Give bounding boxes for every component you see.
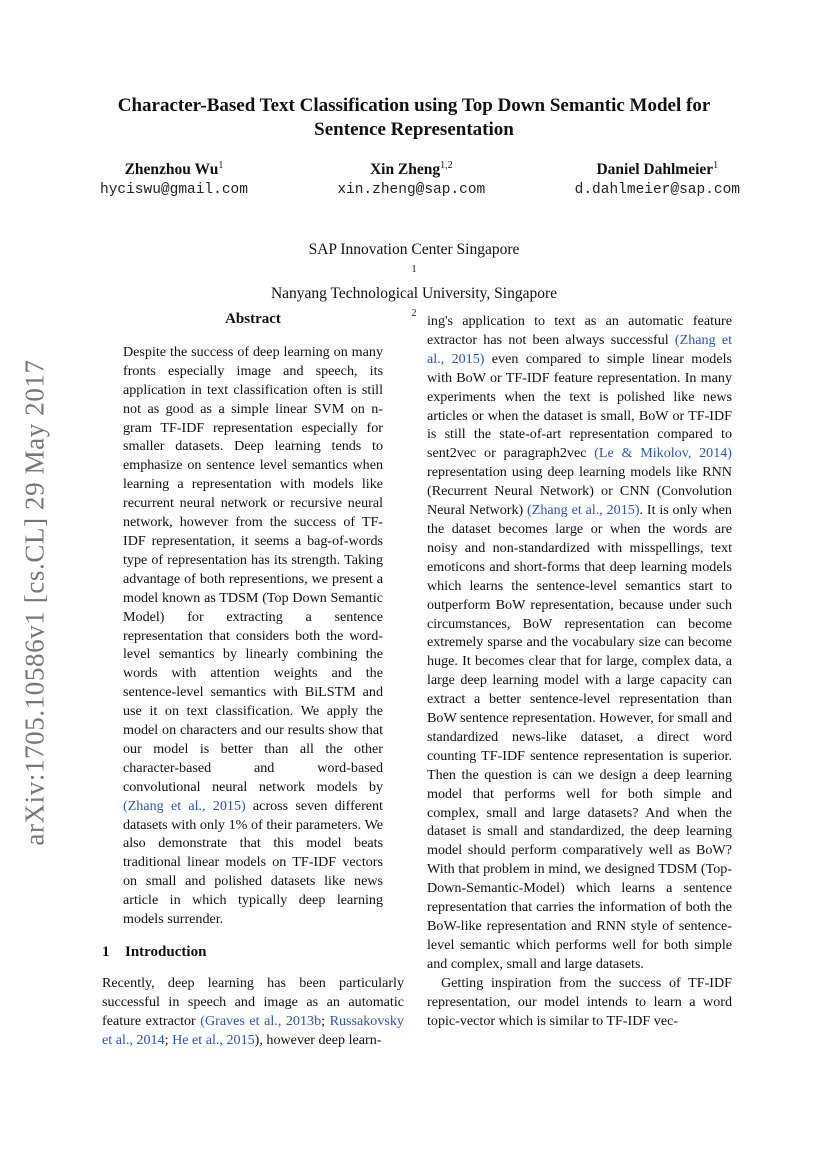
arxiv-stamp (19, 352, 50, 852)
section-heading-introduction: 1 Introduction (102, 944, 207, 960)
author-2 (337, 156, 485, 200)
citation-link[interactable]: (Le & Mikolov, 2014) (594, 445, 732, 462)
author-name: Daniel Dahlmeier$^1$ (596, 160, 719, 179)
intro-paragraph-2: Getting inspiration from the success of TF-IDF representation, our model intends to learn a word topic-vector which is similar to TF-IDF vec- (427, 974, 732, 1029)
citation-link[interactable]: (Zhang et al., 2015) (123, 797, 246, 814)
author-3 (575, 156, 740, 200)
affiliation-1: SAP Innovation Center Singapore $^1$ (308, 241, 520, 275)
citation-link[interactable]: (Graves et al., 2013b (200, 1012, 322, 1029)
intro-paragraph-1-continued: ing's application to text as an automatic feature extractor has not been always successful (Zhang et al., 2015) even compared to simple linear models with BoW or TF-IDF feature representation. In many experiments when the text is polished like news articles or when the dataset is small, BoW or TF-IDF is still the state-of-art representation compared to sent2vec or paragraph2vec (Le & Mikolov, 2014) representation using deep learning models like RNN (Recurrent Neural Network) or CNN (Convolution Neural Network) (Zhang et al., 2015). It is only when the dataset becomes large or when the words are noisy and non-standardized with misspellings, text emoticons and short-forms that deep learning models which learns the sentence-level semantics start to outperform BoW representation, because under such circumstances, BoW representation can become extremely sparse and the vocabulary size can become huge. It becomes clear that for large, complex data, a large deep learning model with a large capacity can extract a better sentence-level representation than BoW sentence representation. However, for small and standardized news-like dataset, a direct word counting TF-IDF sentence representation is superior. Then the question is can we design a deep learning model that performs well for both simple and complex, small and large datasets? And when the dataset is small and standardized, the deep learning model should perform comparatively well as BoW? With that problem in mind, we designed TDSM (Top-Down-Semantic-Model) which learns a sentence representation that carries the information of both the BoW-like representation and RNN style of sentence-level semantic which performs well for both simple and complex, small and large datasets. (427, 313, 733, 972)
intro-paragraph-1: Recently, deep learning has been particularly successful in speech and image as an automatic feature extractor (Graves et al., 2013b; Russakovsky et al., 2014; He et al., 2015), however deep learn- (102, 974, 404, 1048)
author-email[interactable]: hyciswu@gmail.com (100, 182, 248, 199)
author-name: Xin Zheng$^{1,2}$ (369, 160, 453, 179)
author-list (100, 156, 740, 200)
affiliation-2: Nanyang Technological University, Singapore $^2$ (270, 285, 558, 320)
author-email[interactable]: d.dahlmeier@sap.com (574, 182, 740, 199)
citation-link[interactable]: (Zhang et al., 2015) (427, 331, 732, 367)
arxiv-stamp-text: arXiv:1705.10586v1 [cs.CL] 29 May 2017 (19, 358, 50, 846)
citation-link[interactable]: (Zhang et al., 2015) (527, 502, 640, 519)
citation-link[interactable]: Russakovsky et al., 2014 (102, 1012, 404, 1048)
author-name: Zhenzhou Wu$^1$ (124, 160, 224, 179)
abstract-heading: Abstract (225, 311, 281, 327)
title-line-1: Character-Based Text Classification using Top Down Semantic Model for (117, 95, 711, 116)
citation-link[interactable]: He et al., 2015 (172, 1031, 255, 1048)
author-email[interactable]: xin.zheng@sap.com (337, 182, 486, 199)
left-column (102, 310, 404, 1050)
abstract-body: Despite the success of deep learning on many fronts especially image and speech, its application in text classification often is still not as good as a simple linear SVM on n-gram TF-IDF representation especially for smaller datasets. Deep learning tends to emphasize on sentence level semantics when learning a representation with models like recurrent neural network or recursive neural network, however from the success of TF-IDF representation, it seems a bag-of-words type of representation has its strength. Taking advantage of both representions, we present a model known as TDSM (Top Down Semantic Model) for extracting a sentence representation that considers both the word-level semantics by linearly combining the words with attention weights and the sentence-level semantics with BiLSTM and use it on text classification. We apply the model on characters and our results show that our model is better than all the other character-based and word-based convolutional neural network models by (Zhang et al., 2015) across seven different datasets with only 1% of their parameters. We also demonstrate that this model beats traditional linear models on TF-IDF vectors on small and polished datasets like news article in which typically deep learning models surrender. (123, 343, 383, 928)
title-line-2: Sentence Representation (314, 119, 514, 140)
author-1 (100, 156, 248, 200)
paper-title (80, 94, 748, 142)
right-column (427, 312, 732, 1030)
